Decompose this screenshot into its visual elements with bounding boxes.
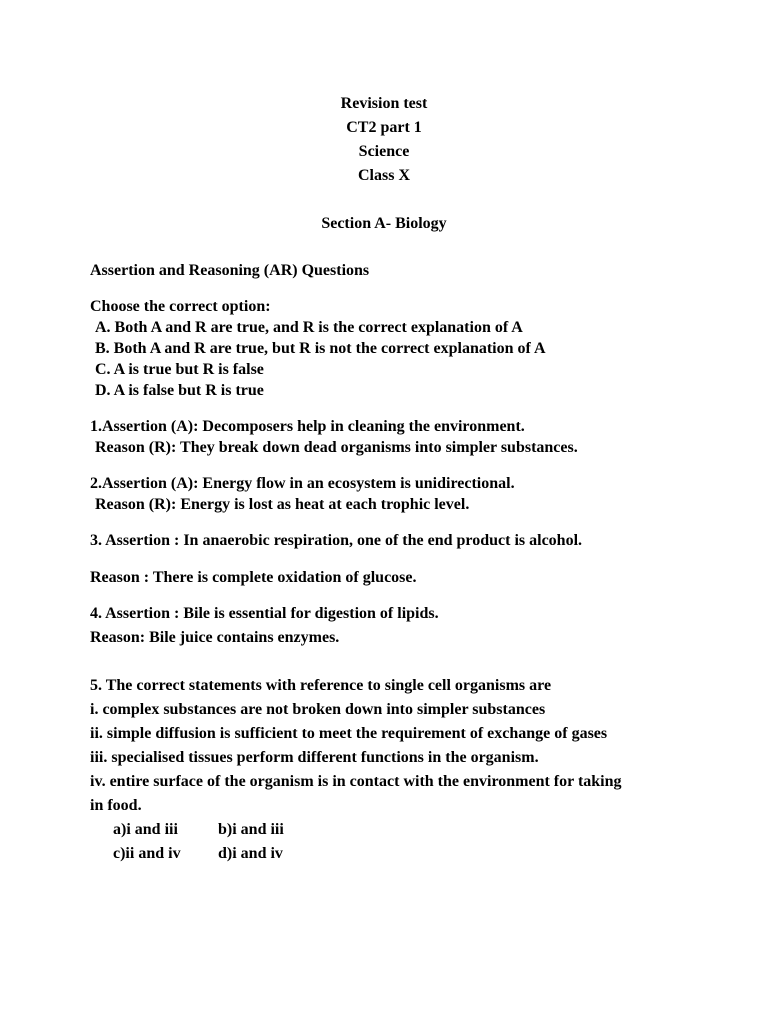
q5-choice-a: a)i and iii <box>113 821 178 838</box>
header-title: Revision test <box>340 95 428 112</box>
q2-assertion: 2.Assertion (A): Energy flow in an ecosystem is unidirectional. <box>90 475 515 492</box>
q5-statement-iv-cont: in food. <box>90 797 142 814</box>
q2-reason: Reason (R): Energy is lost as heat at each trophic level. <box>95 496 470 513</box>
q5-stem: 5. The correct statements with reference to single cell organisms are <box>90 677 552 694</box>
q5-statement-iv: iv. entire surface of the organism is in contact with the environment for taking <box>90 773 622 790</box>
q5-statement-i: i. complex substances are not broken down into simpler substances <box>90 701 546 718</box>
option-a: A. Both A and R are true, and R is the correct explanation of A <box>95 319 523 336</box>
q4-reason: Reason: Bile juice contains enzymes. <box>90 629 340 646</box>
option-d: D. A is false but R is true <box>95 382 264 399</box>
q5-choice-b: b)i and iii <box>218 821 284 838</box>
q5-statement-ii: ii. simple diffusion is sufficient to meet the requirement of exchange of gases <box>90 725 608 742</box>
option-c: C. A is true but R is false <box>95 361 264 378</box>
header-class: Class X <box>357 167 410 184</box>
section-title: Section A- Biology <box>321 215 447 232</box>
q4-assertion: 4. Assertion : Bile is essential for digestion of lipids. <box>90 605 439 622</box>
q5-choice-c: c)ii and iv <box>113 845 181 862</box>
q1-assertion: 1.Assertion (A): Decomposers help in cleaning the environment. <box>90 418 525 435</box>
q5-statement-iii: iii. specialised tissues perform different functions in the organism. <box>90 749 539 766</box>
instructions-prompt: Choose the correct option: <box>90 298 271 315</box>
q5-choice-d: d)i and iv <box>218 845 283 862</box>
header-test-code: CT2 part 1 <box>346 119 422 136</box>
header-subject: Science <box>358 143 410 160</box>
q1-reason: Reason (R): They break down dead organisms into simpler substances. <box>95 439 578 456</box>
q3-assertion: 3. Assertion : In anaerobic respiration, one of the end product is alcohol. <box>90 532 583 549</box>
option-b: B. Both A and R are true, but R is not the correct explanation of A <box>95 340 546 357</box>
subheading: Assertion and Reasoning (AR) Questions <box>90 262 370 279</box>
q3-reason: Reason : There is complete oxidation of glucose. <box>90 569 417 586</box>
